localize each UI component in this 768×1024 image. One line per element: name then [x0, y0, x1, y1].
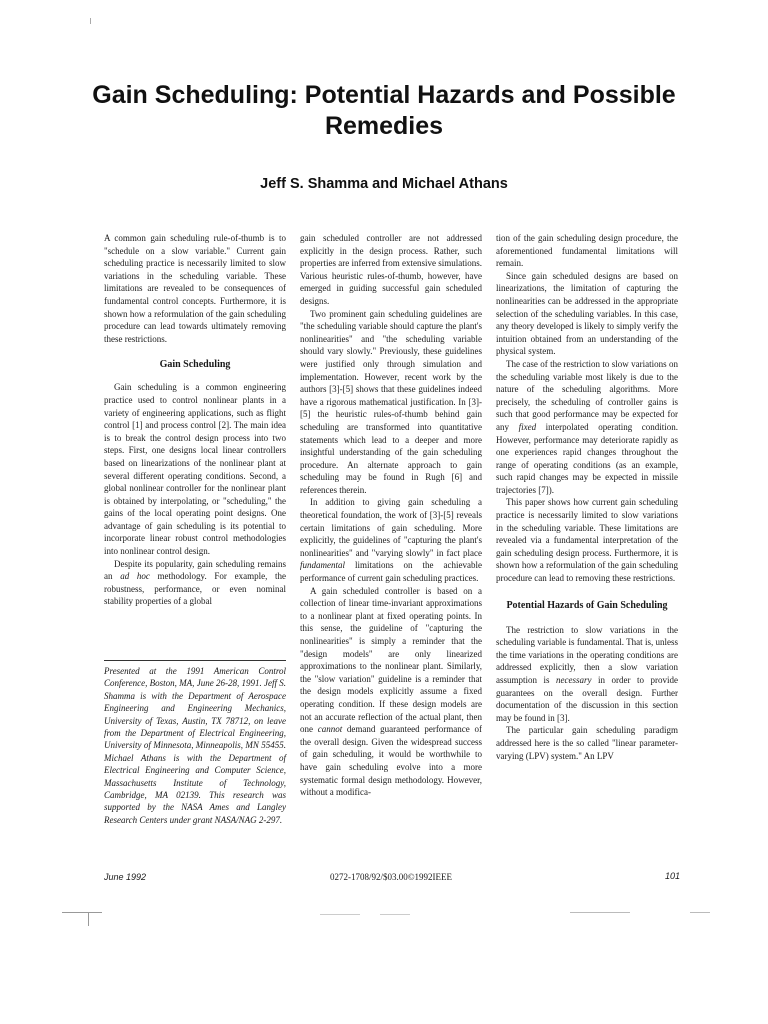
page-number: 101: [664, 871, 680, 881]
paragraph: The restriction to slow variations in the scheduling variable is fundamental. That is, unless the time variations in the operating conditions are addressed explicitly, then a slow variation assumption is necessary in order to provide guarantees on the overall design. Further documentation of the discussion in this section may be found in [3].: [496, 624, 678, 723]
paragraph: The particular gain scheduling paradigm addressed here is the so called "linear parameter-varying (LPV) system." An LPV: [496, 725, 678, 761]
paper-title: Gain Scheduling: Potential Hazards and Possible Remedies: [92, 81, 676, 140]
column-3: [496, 232, 678, 762]
paragraph: The case of the restriction to slow variations on the scheduling variable most likely is due to the nature of the scheduling algorithms. More precisely, the scheduling of controller gains is such that good performance may be expected for any fixed interpolated operating condition. However, performance may deteriorate rapidly as one experiences rapid changes throughout the range of operating conditions (as an example, such rapid changes may be expected in missile trajectories [7]).: [496, 358, 679, 495]
abstract: A common gain scheduling rule-of-thumb is to "schedule on a slow variable." Current gain scheduling practice is necessarily limited to slow variations in the scheduling variable. These limitations are revealed to be consequences of fundamental control concepts. Furthermore, it is shown how a reformulation of the gain scheduling procedure can lead towards ultimately removing these restrictions.: [104, 233, 286, 344]
paragraph: Despite its popularity, gain scheduling remains an ad hoc methodology. For example, the robustness, performance, or even nominal stability properties of a global: [104, 558, 286, 607]
scan-line: [570, 912, 630, 913]
paragraph: Two prominent gain scheduling guidelines are "the scheduling variable should capture the plant's nonlinearities" and "the scheduling variable should vary slowly." Previously, these guidelines were justified only through simulation and implementation. However, recent work by the authors [3]-[5] shows that these guidelines indeed have a rigorous mathematical justification. In [3]-[5] the heuristic rules-of-thumb behind gain scheduling are transformed into quantitative statements which lead to a deeper and more insightful understanding of the gain scheduling procedure. An alternate approach to gain scheduling may be found in Rugh [6] and references therein.: [300, 308, 482, 495]
paragraph: This paper shows how current gain scheduling practice is necessarily limited to slow variations in the scheduling variable. These limitations are revealed via a fundamental interpretation of the gain scheduling design process. Furthermore, it is shown how a reformulation of the gain scheduling procedure can lead to removing these restrictions.: [496, 497, 678, 584]
scan-mark: [90, 18, 91, 24]
scan-line: [690, 912, 710, 913]
section-heading-potential-hazards: Potential Hazards of Gain Scheduling: [506, 599, 668, 611]
paragraph: Gain scheduling is a common engineering practice used to control nonlinear plants in a variety of engineering applications, such as flight control [1] and process control [2]. The main idea is to break the control design process into two steps. First, one designs local linear controllers based on linearizations of the nonlinear plant at several different operating conditions. Second, a global nonlinear controller for the nonlinear plant is obtained by interpolating, or "scheduling," the gains of the local operating point designs. One advantage of gain scheduling is its potential to incorporate linear robust control methodologies into nonlinear control design.: [104, 382, 286, 557]
scan-line: [320, 914, 360, 915]
scan-line: [62, 912, 102, 913]
paragraph: gain scheduled controller are not addressed explicitly in the design process. Rather, such properties are inferred from extensive simulations. Various heuristic rules-of-thumb, however, have emerged in guiding successful gain scheduled designs.: [300, 233, 482, 306]
section-heading-gain-scheduling: Gain Scheduling: [159, 359, 231, 371]
footer-code: 0272-1708/92/$03.00©1992IEEE: [329, 872, 453, 882]
paragraph: In addition to giving gain scheduling a theoretical foundation, the work of [3]-[5] reveals certain limitations of gain scheduling. More explicitly, the guidelines of "capturing the plant's nonlinearities" and "varying slowly" in fact place fundamental limitations on the achievable performance of current gain scheduling practices.: [300, 497, 482, 584]
scan-line: [380, 914, 410, 915]
footer-date: June 1992: [104, 872, 147, 882]
paragraph: tion of the gain scheduling design procedure, the aforementioned fundamental limitations will remain.: [496, 233, 678, 269]
paragraph: A gain scheduled controller is based on a collection of linear time-invariant approximations to a nonlinear plant at fixed operating points. In this sense, the guideline of "capturing the nonlinearities" is simply a reminder that the "design models" are only linearized approximations to the nonlinear plant. Similarly, the "slow variation" guideline is a reminder that the design models explicitly assume a fixed operating condition. If these design models are not an accurate reflection of the actual plant, then one cannot demand guaranteed performance of the overall design. Given the widespread success of gain scheduling, it would be worthwhile to have gain scheduling evolve into a more systematic formal design methodology. However, without a modifica-: [300, 585, 483, 798]
footnote: Presented at the 1991 American Control Conference, Boston, MA, June 26-28, 1991. Jeff S. Shamma is with the Department of Aerospace Engineering and Engineering Mechanics, University of Texas, Austin, TX 78712, on leave from the Department of Electrical Engineering, University of Minnesota, Minneapolis, MN 55455. Michael Athans is with the Department of Electrical Engineering and Computer Science, Massachusetts Institute of Technology, Cambridge, MA 02139. This research was supported by the NASA Ames and Langley Research Centers under grant NASA/NAG 2-297.: [104, 660, 286, 826]
paper-authors: Jeff S. Shamma and Michael Athans: [260, 176, 508, 192]
column-2: [300, 232, 482, 799]
scan-mark: [88, 912, 89, 926]
paragraph: Since gain scheduled designs are based on linearizations, the limitation of capturing the nonlinearities can be addressed in the appropriate selection of the scheduling variables. In this case, any theory developed is likely to simply verify the intuition obtained from an understanding of the physical system.: [496, 270, 678, 357]
column-1: [104, 232, 286, 608]
